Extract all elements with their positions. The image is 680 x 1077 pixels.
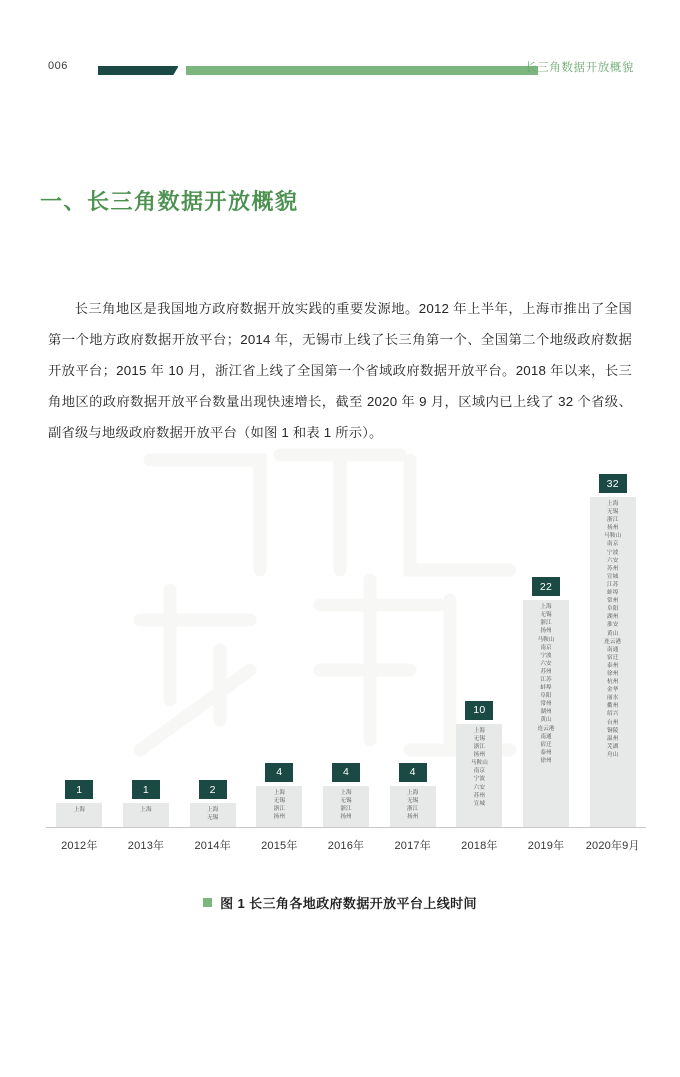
chart-x-axis (46, 827, 646, 828)
chart-bar-value-badge: 1 (132, 780, 160, 799)
chart-bar-city-label: 宁波 (473, 776, 486, 783)
header-rule (98, 66, 538, 75)
chart-bar-city-label: 上海 (540, 604, 552, 611)
chart-bar-value-badge: 32 (599, 474, 627, 493)
chart-bar-city-label: 苏州 (607, 565, 619, 572)
chart-bar-city-label: 苏州 (540, 668, 552, 675)
chart-bar-city-label: 南京 (540, 644, 552, 651)
chart-bar-column (179, 468, 246, 827)
chart-bar-city-label: 扬州 (473, 752, 486, 759)
chart-bar-city-label: 温州 (607, 735, 619, 742)
chart-bar-city-label: 宿迁 (607, 654, 619, 661)
square-marker-icon (203, 898, 212, 907)
chart-bar-city-label: 绍兴 (607, 711, 619, 718)
chart-bar-city-label: 常州 (540, 701, 552, 708)
chart-bar-city-label: 苏州 (473, 792, 486, 799)
body-paragraph: 长三角地区是我国地方政府数据开放实践的重要发源地。2012 年上半年，上海市推出了全国第一个地方政府数据开放平台；2014 年，无锡市上线了长三角第一个、全国第二个地级政府数据开放平台；2015 年 10 月，浙江省上线了全国第一个省域政府数据开放平台。2018 年以来，长三角地区的政府数据开放平台数量出现快速增长，截至 2020 年 9 月，区域内已上线了 32 个省级、副省级与地级政府数据开放平台（如图 1 和表 1 所示）。 (48, 301, 632, 441)
chart-bar-city-label: 无锡 (540, 612, 552, 619)
chart-bar-city-label: 泰州 (607, 662, 619, 669)
chart-bar-city-label: 上海 (273, 789, 286, 796)
chart-bar-city-label: 湖州 (540, 709, 552, 716)
chart-bar-city-label: 衢州 (607, 703, 619, 710)
chart-bar-city-label: 南京 (607, 541, 619, 548)
chart-bar-city-label: 六安 (607, 557, 619, 564)
chart-bar-value-badge: 4 (332, 763, 360, 782)
chart-bar-city-label: 扬州 (273, 814, 286, 821)
chart-bar-city-label: 江苏 (540, 676, 552, 683)
chart-bar-city-label: 台州 (607, 719, 619, 726)
chart-bar-column (313, 468, 380, 827)
chart-bar-city-label: 徐州 (540, 757, 552, 764)
chart-bar-column (513, 468, 580, 827)
chart-bar-city-label: 常州 (607, 598, 619, 605)
chart-bar-city-label: 黄山 (540, 717, 552, 724)
chart-bar-city-label: 浙江 (406, 805, 419, 812)
chart-bar (190, 803, 236, 827)
chart-bar-city-label: 芜湖 (607, 743, 619, 750)
chart-bar (456, 724, 502, 827)
chart-bar-value-badge: 2 (199, 780, 227, 799)
chart-x-tick-label: 2014年 (194, 840, 231, 852)
chart-bar-value-badge: 1 (65, 780, 93, 799)
chart-bar-city-label: 扬州 (340, 814, 352, 821)
chart-bar-city-label: 阜阳 (607, 606, 619, 613)
chart-bar-city-label: 上海 (406, 789, 419, 796)
chart-bar-city-label: 蚌埠 (540, 685, 552, 692)
chart-bar-column (446, 468, 513, 827)
chart-x-tick-label: 2016年 (327, 840, 365, 852)
chart-bar-value-badge: 4 (265, 763, 293, 782)
chart-bar-city-label: 浙江 (540, 620, 552, 627)
chart-bar-city-label: 连云港 (537, 725, 555, 732)
chart-bar-city-label: 扬州 (540, 628, 552, 635)
chart-bar-city-label: 无锡 (406, 797, 419, 804)
chart-bar-city-label: 无锡 (340, 797, 352, 804)
chart-bar (256, 786, 302, 827)
header-rule-green-segment (186, 66, 538, 75)
chart-bar (523, 600, 569, 827)
chart-bar-city-label: 连云港 (604, 638, 622, 645)
chart-bar-city-label: 上海 (73, 807, 86, 813)
chart-x-tick-label: 2018年 (461, 840, 498, 852)
chart-bar-city-label: 铜陵 (607, 727, 619, 734)
chart-bar-city-label: 泰州 (540, 749, 552, 756)
chart-x-tick-label: 2020年9月 (585, 840, 640, 852)
chart-bar-city-label: 丽水 (607, 695, 619, 702)
chart-bar-column (379, 468, 446, 827)
chart-bar-city-label: 湖州 (607, 614, 619, 621)
chart-bar-city-label: 南通 (607, 646, 619, 653)
chart-bar-city-label: 六安 (473, 784, 486, 791)
chart-bar-city-label: 淮安 (607, 622, 619, 629)
chart-bar (590, 497, 636, 827)
chart-bar-city-label: 马鞍山 (537, 636, 555, 643)
chart-x-tick-labels (46, 830, 646, 854)
chart-bar-city-label: 黄山 (607, 630, 619, 637)
chart-bar-value-badge: 22 (532, 577, 560, 596)
running-head-title: 长三角数据开放概貌 (525, 62, 634, 74)
chart-bar-city-label: 上海 (206, 807, 219, 813)
chart-bar (56, 803, 102, 827)
chart-bar-city-label: 浙江 (607, 517, 619, 524)
chart-bar-city-label: 徐州 (607, 670, 619, 677)
chart-bar-city-label: 阜阳 (540, 693, 552, 700)
figure-caption-text: 图 1 长三角各地政府数据开放平台上线时间 (220, 896, 477, 911)
chart-x-tick-label: 2012年 (61, 840, 98, 852)
chart-bar-city-label: 舟山 (607, 751, 619, 758)
chart-bar-city-label: 无锡 (607, 509, 619, 516)
chart-bar-city-label: 上海 (607, 501, 619, 507)
chart-bar (390, 786, 436, 827)
chart-bar-city-label: 宣城 (473, 800, 486, 807)
chart-bar-city-label: 金华 (607, 687, 619, 694)
chart-bar-city-label: 宁波 (540, 652, 552, 659)
chart-bar-city-label: 南京 (473, 768, 486, 775)
chart-bar-city-label: 浙江 (473, 744, 486, 751)
chart-bar-city-label: 蚌埠 (607, 590, 619, 597)
chart-bar-city-label: 上海 (473, 727, 486, 734)
chart-bar-city-label: 扬州 (607, 525, 619, 532)
chart-bar-city-label: 宁波 (607, 549, 619, 556)
chart-plot-area (34, 468, 646, 854)
chart-bar-city-label: 马鞍山 (470, 760, 488, 767)
chart-bar-column (113, 468, 180, 827)
chart-bar-city-label: 浙江 (340, 805, 352, 812)
chart-bar-city-label: 宣城 (607, 573, 619, 580)
chart-bar-city-label: 上海 (340, 789, 352, 796)
chart-x-tick-label: 2019年 (527, 840, 565, 852)
chart-bar-city-label: 六安 (540, 660, 552, 667)
folio-number: 006 (48, 60, 68, 72)
chart-x-tick-label: 2015年 (261, 840, 298, 852)
chart-bar-city-label: 扬州 (406, 814, 419, 821)
chart-bar (123, 803, 169, 827)
header-rule-dark-segment (98, 66, 178, 75)
figure-bar-chart (20, 468, 660, 888)
chart-bar-column (579, 468, 646, 827)
chart-bar-column (246, 468, 313, 827)
chart-bar-city-label: 浙江 (273, 805, 286, 812)
figure-caption (0, 893, 680, 912)
chart-bar-city-label: 无锡 (273, 797, 286, 804)
chart-bar (323, 786, 369, 827)
chart-bar-series (46, 468, 646, 827)
chart-bar-city-label: 上海 (140, 807, 152, 813)
chart-bar-value-badge: 4 (399, 763, 427, 782)
chart-bar-city-label: 杭州 (607, 679, 619, 686)
chart-bar-city-label: 无锡 (206, 815, 219, 822)
chart-bar-city-label: 马鞍山 (604, 533, 622, 540)
chart-bar-city-label: 宿迁 (540, 741, 552, 748)
chart-x-tick-label: 2017年 (394, 840, 431, 852)
chart-bar-column (46, 468, 113, 827)
chart-bar-city-label: 江苏 (607, 581, 619, 588)
chart-bar-value-badge: 10 (465, 701, 493, 720)
chart-x-tick-label: 2013年 (127, 840, 165, 852)
chart-bar-city-label: 无锡 (473, 735, 486, 742)
page-title: 一、长三角数据开放概貌 (40, 188, 299, 214)
chart-bar-city-label: 南通 (540, 733, 552, 740)
